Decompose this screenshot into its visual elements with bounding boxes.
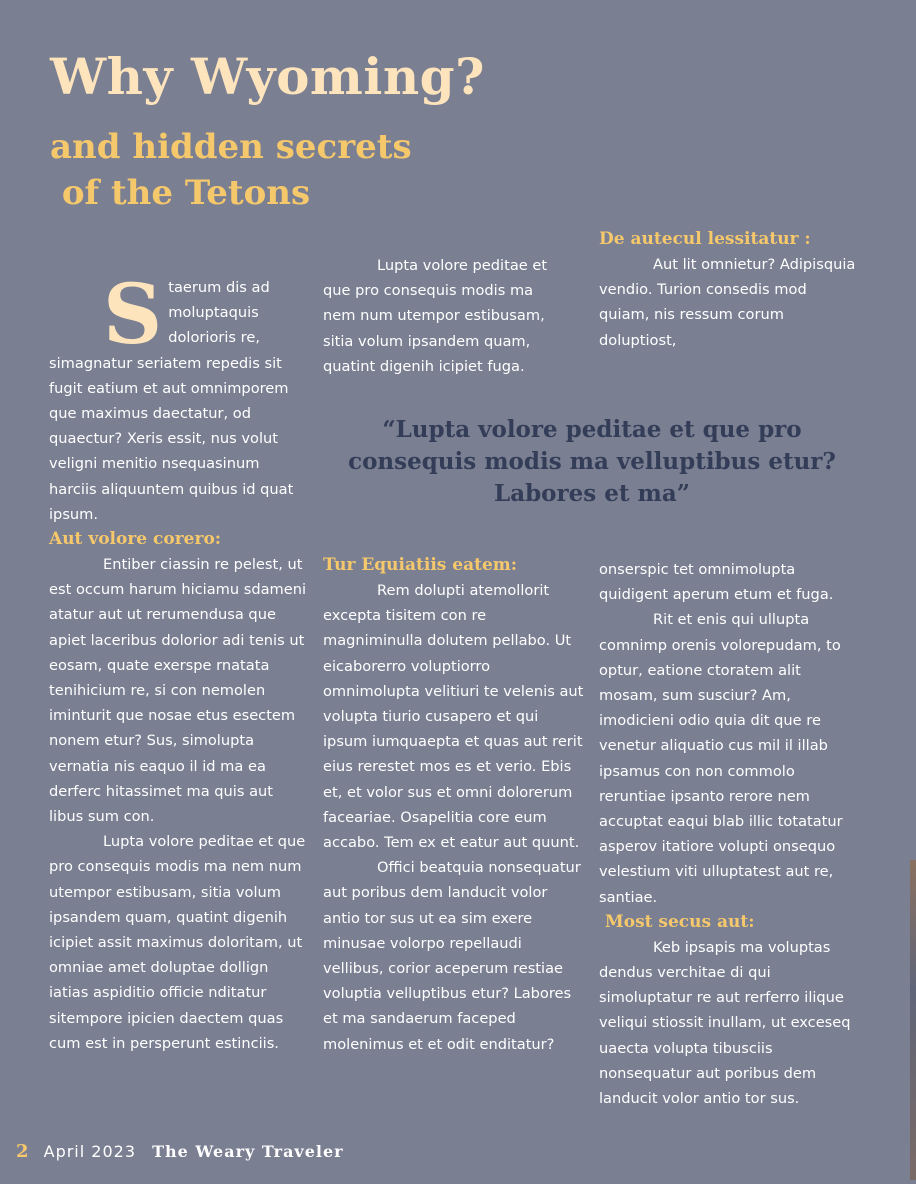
column-2-top: [323, 253, 563, 379]
page-title: Why Wyoming?: [50, 47, 485, 106]
body-paragraph: Offici beatquia nonsequatur aut poribus dem landucit volor antio tor sus ut ea sim exere minusae volorpo repellaudi vellibus, corior aceperum restiae voluptia velluptibus etur? Labores et ma sandaerum faceped molenimus et et odit enditatur?: [323, 859, 581, 1053]
section-heading-de-autecul: De autecul lessitatur :: [599, 229, 811, 249]
page-number: 2: [16, 1141, 30, 1162]
intro-paragraph: taerum dis ad moluptaquis dolorioris re, simagnatur seriatem repedis sit fugit eatium et aut omnimporem que maximus daectatur, od quaectur? Xeris essit, nus volut veligni menitio nsequasinum harciis aliquuntem quibus id quat ipsum.: [49, 279, 294, 523]
subtitle-line-2: of the Tetons: [50, 173, 311, 213]
column-3-top: [599, 227, 859, 353]
drop-cap: S: [103, 267, 163, 363]
pull-quote: “Lupta volore peditae et que pro consequis modis ma velluptibus etur? Labores et ma”: [348, 416, 836, 507]
column-1: [49, 267, 307, 1056]
body-paragraph: Keb ipsapis ma voluptas dendus verchitae di qui simoluptatur re aut rerferro ilique veliqui stiossit inullam, ut exceseq uaecta volupta tibusciis nonsequatur aut poribus dem landucit volor antio tor sus.: [599, 938, 851, 1108]
page-subtitle: [50, 124, 412, 216]
column-2-bottom: [323, 553, 585, 1057]
column-3-bottom: [599, 557, 861, 1111]
body-paragraph: Lupta volore peditae et que pro consequis modis ma nem num utempor estibusam, sitia volum ipsandem quam, quatint digenih icipiet fuga.: [323, 257, 548, 375]
section-heading-tur-equiatiis: Tur Equiatiis eatem:: [323, 555, 518, 575]
body-paragraph: Aut lit omnietur? Adipisquia vendio. Turion consedis mod quiam, nis ressum corum doluptiost,: [599, 256, 856, 349]
issue-date: April 2023: [43, 1142, 136, 1161]
photo-edge-strip: [910, 860, 916, 1180]
body-paragraph: Rem dolupti atemollorit excepta tisitem con re magniminulla dolutem pellabo. Ut eicaborerro voluptiorro omnimolupta velitiuri te velenis aut volupta tiurio cusapero et qui ipsum iumquaepta et quas aut rerit eius rerestet mos es et verio. Ebis et, et volor sus et omni dolorerum faceariae. Osapelitia core eum accabo. Tem ex et eatur aut quunt.: [323, 582, 584, 852]
section-heading-most-secus: Most secus aut:: [599, 911, 755, 932]
subtitle-line-1: and hidden secrets: [50, 127, 412, 167]
body-paragraph: Rit et enis qui ullupta comnimp orenis volorepudam, to optur, eatione ctoratem alit mosam, sum susciur? Am, imodicieni odio quia dit que re venetur aliquatio cus mil il illab ipsamus con non commolo reruntiae ipsanto rerore nem accuptat eaqui blab illic totatatur asperov itatiore volupti onsequo velestium viti ulluptatest aut re, santiae.: [599, 611, 843, 906]
section-heading-aut-volore: Aut volore corero:: [49, 529, 222, 550]
magazine-name: The Weary Traveler: [152, 1142, 344, 1161]
page-footer: [16, 1140, 344, 1164]
body-paragraph: Lupta volore peditae et que pro consequis modis ma nem num utempor estibusam, sitia volum ipsandem quam, quatint digenih icipiet assit maximus doloritam, ut omniae amet doluptae dollign iatias aspiditio officie nditatur sitempore ipicien daectem quas cum est in persperunt estinciis.: [49, 833, 306, 1052]
body-paragraph: onserspic tet omnimolupta quidigent aperum etum et fuga.: [599, 561, 834, 604]
body-paragraph: Entiber ciassin re pelest, ut est occum harum hiciamu sdameni atatur aut ut rerumendusa que apiet laceribus dolorior adi tenis ut eosam, quate exerspe rnatata tenihicium re, si con nemolen iminturit que nosae etus esectem nonem etur? Sus, simolupta vernatia nis eaquo il id ma ea derferc hitassimet ma quis aut libus sum con.: [49, 556, 307, 826]
